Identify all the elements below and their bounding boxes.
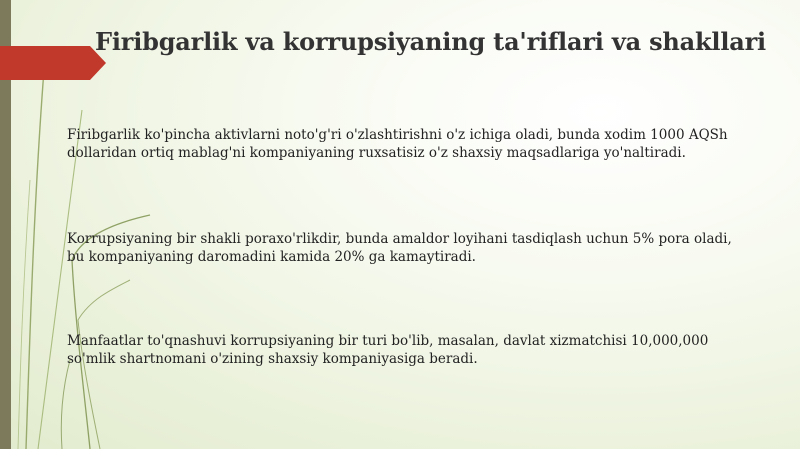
title-accent-arrow bbox=[0, 46, 106, 80]
paragraph-fraud: Firibgarlik ko'pincha aktivlarni noto'g'ri o'zlashtirishni o'z ichiga oladi, bunda xodim 1000 AQSh dollaridan ortiq mablag'ni kompaniyaning ruxsatisiz o'z shaxsiy maqsadlariga yo'naltiradi. bbox=[67, 127, 728, 161]
paragraph-conflict-of-interest: Manfaatlar to'qnashuvi korrupsiyaning bir turi bo'lib, masalan, davlat xizmatchisi 10,000,000 so'mlik shartnomani o'zining shaxsiy kompaniyasiga beradi. bbox=[67, 333, 709, 367]
slide-title: Firibgarlik va korrupsiyaning ta'riflari va shakllari bbox=[95, 27, 766, 56]
paragraph-bribery: Korrupsiyaning bir shakli poraxo'rlikdir, bunda amaldor loyihani tasdiqlash uchun 5% pora oladi, bu kompaniyaning daromadini kamida 20% ga kamaytiradi. bbox=[67, 231, 732, 265]
